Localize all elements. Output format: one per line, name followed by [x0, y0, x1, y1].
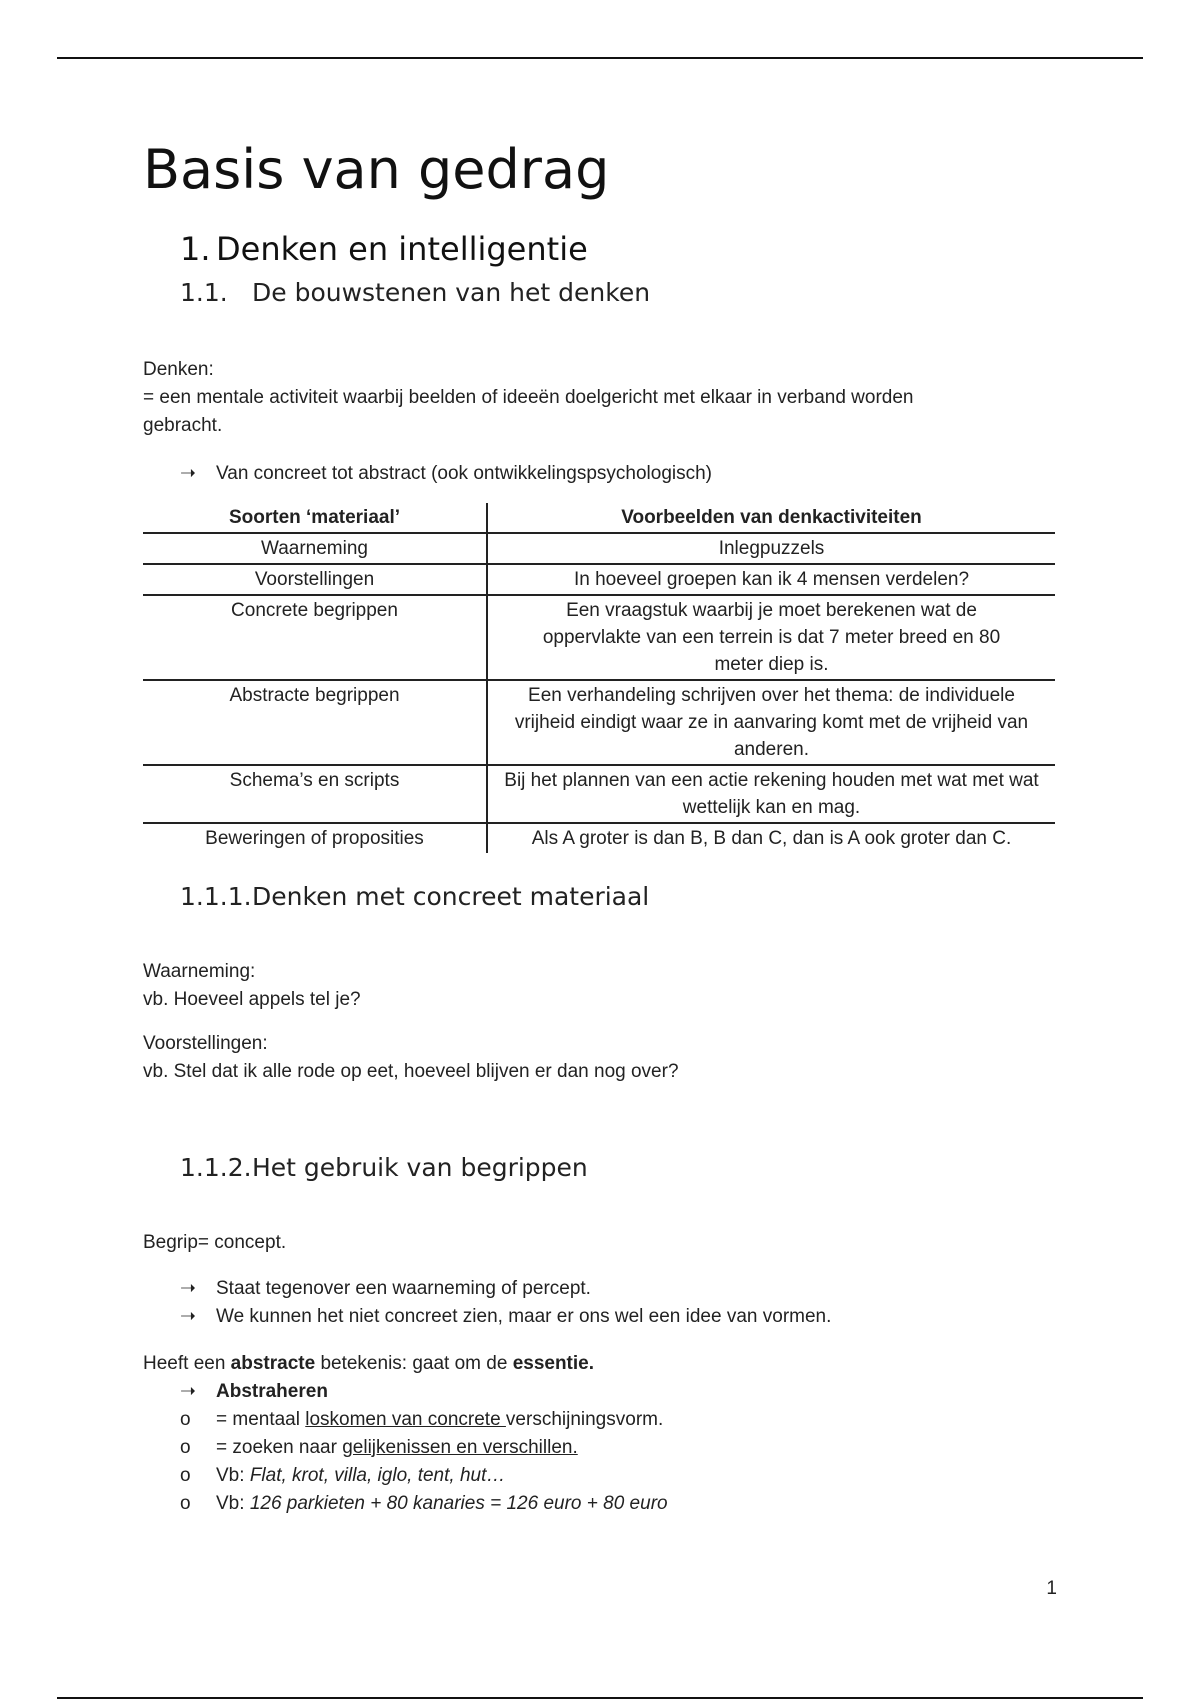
- table-cell: Beweringen of proposities: [143, 823, 487, 853]
- voorstellingen-example: vb. Stel dat ik alle rode op eet, hoeveel blijven er dan nog over?: [143, 1061, 679, 1082]
- heading-section-1-1-2: [180, 1153, 588, 1183]
- waarneming-example: vb. Hoeveel appels tel je?: [143, 989, 361, 1010]
- table-row: [143, 765, 1055, 823]
- text-fragment: Vb:: [216, 1493, 250, 1514]
- circle-bullet-icon: o: [180, 1465, 191, 1486]
- denken-definition-line1: = een mentale activiteit waarbij beelden of ideeën doelgericht met elkaar in verband worden: [143, 387, 914, 408]
- text-fragment: = zoeken naar: [216, 1437, 343, 1458]
- page-number: 1: [1046, 1578, 1057, 1599]
- begrip-arrow-list: [180, 1275, 831, 1331]
- denkactiviteiten-table: [143, 503, 1055, 853]
- circle-bullet-icon: o: [180, 1409, 191, 1430]
- abstraheren-list: [180, 1378, 668, 1518]
- table-row: [143, 823, 1055, 853]
- arrow-item: [180, 1378, 668, 1406]
- table-cell: Schema’s en scripts: [143, 765, 487, 823]
- underlined-text: gelijkenissen en verschillen.: [342, 1437, 578, 1458]
- waarneming-label: Waarneming:: [143, 961, 256, 982]
- arrow-item: [180, 1303, 831, 1331]
- heading-section-1-1-1: [180, 882, 649, 912]
- arrow-icon: ➝: [180, 1381, 196, 1402]
- underlined-text: loskomen van concrete: [305, 1409, 506, 1430]
- table-cell: Een verhandeling schrijven over het thema: de individuele vrijheid eindigt waar ze in aanvaring komt met de vrijheid van anderen.: [514, 685, 1029, 760]
- arrow-item: [180, 460, 712, 488]
- section-number: 1.: [180, 230, 211, 268]
- denken-block: [143, 356, 914, 440]
- section-number: 1.1.1.: [180, 882, 252, 911]
- table-cell: Inlegpuzzels: [718, 538, 825, 559]
- arrow-text: Abstraheren: [216, 1381, 328, 1402]
- denken-label: Denken:: [143, 359, 214, 380]
- document-title: Basis van gedrag: [143, 138, 610, 201]
- text-fragment: verschijningsvorm.: [505, 1409, 664, 1430]
- table-cell: Concrete begrippen: [143, 595, 487, 680]
- table-row: [143, 564, 1055, 595]
- arrow-text: We kunnen het niet concreet zien, maar er ons wel een idee van vormen.: [216, 1306, 832, 1327]
- section-title: Het gebruik van begrippen: [252, 1153, 588, 1182]
- section-title: Denken met concreet materiaal: [252, 882, 650, 911]
- italic-text: 126 parkieten + 80 kanaries = 126 euro + 80 euro: [249, 1493, 668, 1514]
- concreet-block: [143, 958, 679, 1086]
- text-fragment: Vb:: [216, 1465, 250, 1486]
- bold-text: essentie.: [512, 1353, 595, 1374]
- table-header-row: [143, 503, 1055, 533]
- text-fragment: Heeft een: [143, 1353, 231, 1374]
- section-title: Denken en intelligentie: [216, 230, 588, 268]
- bold-text: abstracte: [230, 1353, 316, 1374]
- circle-bullet-icon: o: [180, 1493, 191, 1514]
- table-header-cell: Soorten ‘materiaal’: [143, 503, 487, 533]
- arrow-text: Van concreet tot abstract (ook ontwikkelingspsychologisch): [216, 463, 713, 484]
- section-title: De bouwstenen van het denken: [252, 278, 651, 307]
- table-row: [143, 595, 1055, 680]
- heading-section-1: [180, 230, 588, 268]
- list-item: [180, 1406, 668, 1434]
- bottom-rule: [57, 1697, 1143, 1699]
- voorstellingen-label: Voorstellingen:: [143, 1033, 268, 1054]
- table-row: [143, 680, 1055, 765]
- table-row: [143, 533, 1055, 564]
- denken-definition-line2: gebracht.: [143, 415, 223, 436]
- table-cell: In hoeveel groepen kan ik 4 mensen verdelen?: [573, 569, 970, 590]
- table-cell: Een vraagstuk waarbij je moet berekenen wat de oppervlakte van een terrein is dat 7 meter breed en 80 meter diep is.: [542, 600, 1001, 675]
- section-number: 1.1.: [180, 278, 228, 307]
- section-number: 1.1.2.: [180, 1153, 252, 1182]
- arrow-icon: ➝: [180, 463, 196, 484]
- arrow-icon: ➝: [180, 1278, 196, 1299]
- table-cell: Abstracte begrippen: [143, 680, 487, 765]
- table-cell: Waarneming: [143, 533, 487, 564]
- arrow-item: [180, 1275, 831, 1303]
- top-rule: [57, 57, 1143, 59]
- abstract-sentence: [143, 1350, 594, 1378]
- list-item: [180, 1462, 668, 1490]
- table-cell: Voorstellingen: [143, 564, 487, 595]
- italic-text: Flat, krot, villa, iglo, tent, hut…: [249, 1465, 506, 1486]
- table-header-cell: Voorbeelden van denkactiviteiten: [621, 507, 922, 528]
- list-item: [180, 1490, 668, 1518]
- table-cell: Bij het plannen van een actie rekening houden met wat met wat wettelijk kan en mag.: [504, 770, 1039, 818]
- begrip-definition: Begrip= concept.: [143, 1232, 287, 1253]
- circle-bullet-icon: o: [180, 1437, 191, 1458]
- arrow-text: Staat tegenover een waarneming of percept.: [216, 1278, 591, 1299]
- list-item: [180, 1434, 668, 1462]
- arrow-icon: ➝: [180, 1306, 196, 1327]
- text-fragment: = mentaal: [216, 1409, 306, 1430]
- table-cell: Als A groter is dan B, B dan C, dan is A ook groter dan C.: [531, 828, 1012, 849]
- text-fragment: betekenis: gaat om de: [315, 1353, 513, 1374]
- heading-section-1-1: [180, 278, 650, 308]
